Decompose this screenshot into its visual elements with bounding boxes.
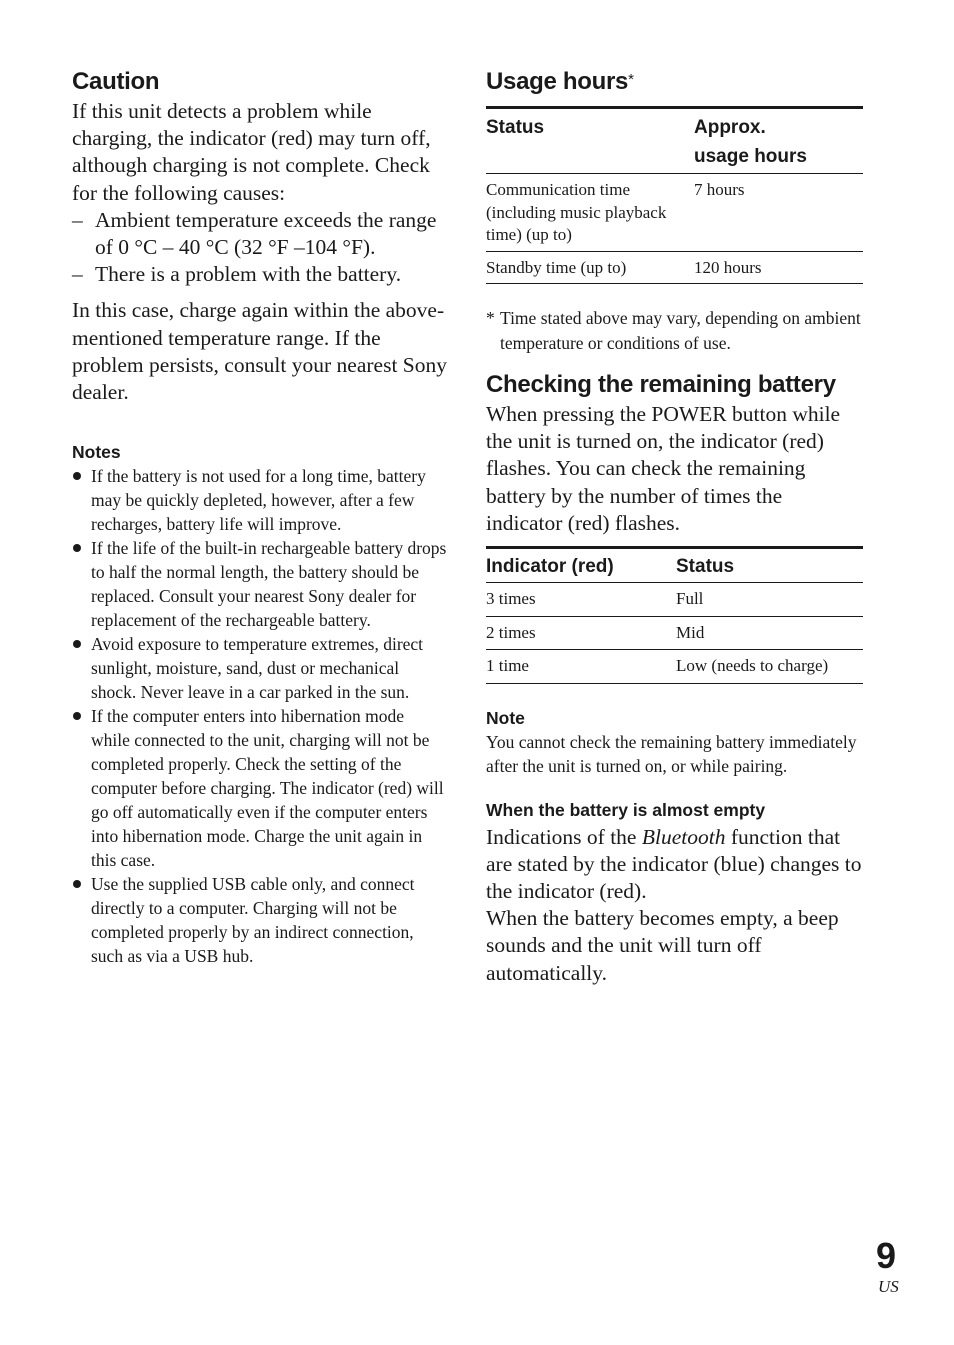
table-cell: Full [676, 589, 704, 609]
column-header-status: Status [486, 117, 545, 138]
almost-empty-paragraph-2: When the battery becomes empty, a beep sounds and the unit will turn off automatically. [486, 906, 839, 985]
checking-battery-paragraph: When pressing the POWER button while the unit is turned on, the indicator (red) flashes. You can check the remaining battery by the number of times the indicator (red) flashes. [486, 402, 841, 535]
cause-item: – There is a problem with the battery. [72, 262, 402, 287]
table-row [486, 616, 863, 650]
table-cell: Standby time (up to) [486, 257, 627, 277]
region-code: US [878, 1277, 899, 1296]
table-cell: 1 time [486, 656, 529, 676]
caution-paragraph-1: If this unit detects a problem while charging, the indicator (red) may turn off, although charging is not complete. Check for the following causes: [72, 99, 431, 205]
table-header-row [486, 108, 863, 174]
indicator-table [486, 546, 863, 684]
table-cell: 120 hours [694, 257, 762, 277]
table-cell: 3 times [486, 589, 536, 609]
checking-battery-heading: Checking the remaining battery [486, 371, 836, 398]
column-header-status: Status [676, 556, 735, 578]
page-number: 9 [876, 1235, 897, 1276]
footnote: * Time stated above may vary, depending on ambient temperature or conditions of use. [486, 308, 861, 353]
bullet-icon [73, 712, 81, 720]
table-row [486, 174, 863, 252]
table-cell: Low (needs to charge) [676, 656, 829, 676]
column-header-usage-hours: Approx. usage hours [694, 117, 807, 167]
table-row [486, 251, 863, 284]
bullet-icon [73, 472, 81, 480]
note-text: You cannot check the remaining battery immediately after the unit is turned on, or while pairing. [486, 731, 857, 776]
note-item: Avoid exposure to temperature extremes, direct sunlight, moisture, sand, dust or mechanical shock. Never leave in a car parked in the sun. [72, 632, 447, 704]
bullet-icon [73, 544, 81, 552]
usage-hours-table [486, 106, 863, 284]
cause-item: – Ambient temperature exceeds the range of 0 °C – 40 °C (32 °F –104 °F). [72, 207, 437, 260]
notes-list [72, 464, 447, 968]
usage-hours-heading: Usage hours* [486, 68, 634, 95]
table-row [486, 583, 863, 617]
note-item: If the battery is not used for a long time, battery may be quickly depleted, however, after a few recharges, battery life will improve. [72, 464, 447, 536]
table-cell: Communication time (including music playback time) (up to) [486, 180, 667, 244]
caution-paragraph-2: In this case, charge again within the above-mentioned temperature range. If the problem persists, consult your nearest Sony dealer. [72, 298, 448, 405]
note-item: If the computer enters into hibernation mode while connected to the unit, charging will not be completed properly. Check the setting of the computer before charging. The indicator (red) will go off automatically even if the computer enters into hibernation mode. Charge the unit again in this case. [72, 704, 447, 872]
note-heading: Note [486, 707, 525, 728]
table-cell: 7 hours [694, 180, 745, 199]
table-cell: Mid [676, 622, 705, 642]
bullet-icon [73, 640, 81, 648]
note-item: Use the supplied USB cable only, and connect directly to a computer. Charging will not be completed properly by an indirect connection, such as via a USB hub. [72, 872, 447, 968]
almost-empty-paragraph-1: Indications of the Bluetooth function that are stated by the indicator (blue) changes to the indicator (red). [486, 824, 862, 903]
table-cell: 2 times [486, 622, 536, 642]
table-row [486, 650, 863, 684]
caution-heading: Caution [72, 68, 160, 95]
footnote-marker: * [628, 71, 634, 88]
bullet-icon [73, 880, 81, 888]
table-header-row [486, 548, 863, 583]
notes-heading: Notes [72, 442, 121, 463]
column-header-indicator: Indicator (red) [486, 556, 614, 578]
causes-list [72, 207, 447, 289]
bluetooth-term: Bluetooth [641, 824, 726, 849]
right-column [486, 66, 863, 987]
note-item: If the life of the built-in rechargeable battery drops to half the normal length, the battery should be replaced. Consult your nearest Sony dealer for replacement of the rechargeable battery. [72, 536, 447, 632]
left-column [72, 66, 447, 968]
almost-empty-heading: When the battery is almost empty [486, 799, 766, 820]
